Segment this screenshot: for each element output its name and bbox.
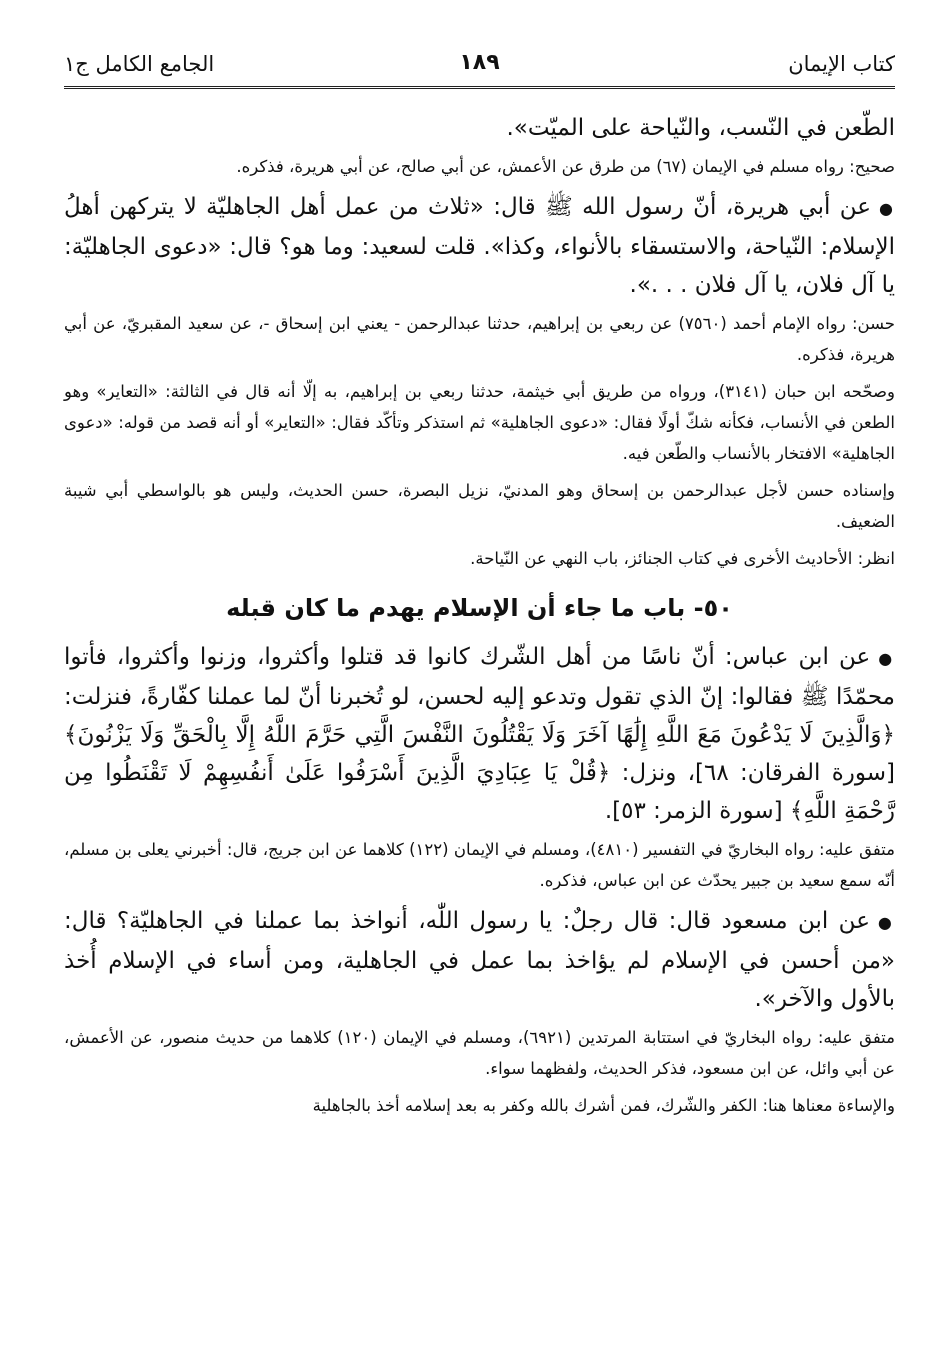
- quran-verse: ﴿وَالَّذِينَ لَا يَدْعُونَ مَعَ اللَّهِ إِلَٰهًا آخَرَ وَلَا يَقْتُلُونَ النَّفْسَ الَّتِي حَرَّمَ اللَّهُ إِلَّا بِالْحَقِّ وَلَا يَزْنُونَ﴾: [64, 722, 895, 748]
- takhrij-paragraph: وصحّحه ابن حبان (٣١٤١)، ورواه من طريق أبي خيثمة، حدثنا ربعي بن إبراهيم، به إلّا أنه قال في الثالثة: «التعاير» وهو الطعن في الأنساب، فكأنه شكّ أولًا فقال: «دعوى الجاهلية» ثم استذكر وتأكّد فقال: «التعاير» أو أنه قصد من قوله: «دعوى الجاهلية» الافتخار بالأنساب والطّعن فيه.: [64, 382, 895, 463]
- page-header: [64, 40, 895, 89]
- bullet-icon: ●: [877, 913, 895, 932]
- book-page: [64, 40, 895, 1340]
- hadith-paragraph: [64, 188, 895, 304]
- bullet-icon: ●: [879, 199, 895, 218]
- takhrij-paragraph: حسن: رواه الإمام أحمد (٧٥٦٠) عن ربعي بن إبراهيم، حدثنا عبدالرحمن - يعني ابن إسحاق -، عن سعيد المقبريّ، عن أبي هريرة، فذكره.: [64, 314, 895, 364]
- page-number: ١٨٩: [459, 50, 500, 75]
- quran-verse: ﴿قُلْ يَا عِبَادِيَ الَّذِينَ أَسْرَفُوا عَلَىٰ أَنفُسِهِمْ لَا تَقْنَطُوا مِن رَّحْمَةِ اللَّهِ﴾: [64, 760, 895, 824]
- hadith-paragraph: [64, 638, 895, 830]
- quran-reference: [سورة الزمر: ٥٣].: [604, 798, 783, 824]
- hadith-paragraph: [64, 902, 895, 1018]
- takhrij-paragraph: انظر: الأحاديث الأخرى في كتاب الجنائز، باب النهي عن النّياحة.: [470, 549, 895, 568]
- hadith-text: عن ابن عباس: أنّ ناسًا من أهل الشّرك كانوا قد قتلوا وأكثروا، وزنوا وأكثروا، فأتوا محمّدًا ﷺ فقالوا: إنّ الذي تقول وتدعو إليه لحسن، لو تُخبرنا أنّ لما عملنا كفّارةً، فنزلت:: [64, 644, 895, 710]
- takhrij-paragraph: متفق عليه: رواه البخاريّ في التفسير (٤٨١٠)، ومسلم في الإيمان (١٢٢) كلاهما عن ابن جريج، قال: أخبرني يعلى بن مسلم، أنّه سمع سعيد بن جبير يحدّث عن ابن عباس، فذكره.: [64, 840, 895, 890]
- takhrij-paragraph: متفق عليه: رواه البخاريّ في استتابة المرتدين (٦٩٢١)، ومسلم في الإيمان (١٢٠) كلاهما من حديث منصور، عن الأعمش، عن أبي وائل، عن ابن مسعود، فذكر الحديث، ولفظهما سواء.: [64, 1028, 895, 1078]
- book-title: كتاب الإيمان: [788, 52, 895, 76]
- hadith-continuation: الطّعن في النّسب، والنّياحة على الميّت».: [506, 115, 895, 141]
- page-body: [64, 109, 895, 1121]
- takhrij-paragraph: وإسناده حسن لأجل عبدالرحمن بن إسحاق وهو المدنيّ، نزيل البصرة، حسن الحديث، وليس هو بالواسطي أبي شيبة الضعيف.: [64, 481, 895, 531]
- collection-title: الجامع الكامل ج١: [64, 52, 215, 76]
- hadith-text: عن ابن مسعود قال: قال رجلٌ: يا رسول اللّٰه، أنواخذ بما عملنا في الجاهليّة؟ قال: «من أحسن في الإسلام لم يؤاخذ بما عمل في الجاهلية، ومن أساء في الإسلام أُخذ بالأول والآخر».: [64, 908, 895, 1012]
- bullet-icon: ●: [878, 649, 895, 668]
- note-paragraph: والإساءة معناها هنا: الكفر والشّرك، فمن أشرك بالله وكفر به بعد إسلامه أخذ بالجاهلية: [312, 1096, 895, 1115]
- chapter-heading: ٥٠- باب ما جاء أن الإسلام يهدم ما كان قبله: [226, 594, 733, 622]
- quran-reference: [سورة الفرقان: ٦٨]، ونزل:: [621, 760, 896, 786]
- hadith-text: عن أبي هريرة، أنّ رسول الله ﷺ قال: «ثلاث من عمل أهل الجاهليّة لا يتركهن أهلُ الإسلام: النّياحة، والاستسقاء بالأنواء، وكذا». قلت لسعيد: وما هو؟ قال: «دعوى الجاهليّة: يا آل فلان، يا آل فلان . . .».: [64, 194, 895, 298]
- takhrij-paragraph: صحيح: رواه مسلم في الإيمان (٦٧) من طرق عن الأعمش، عن أبي صالح، عن أبي هريرة، فذكره.: [236, 157, 895, 176]
